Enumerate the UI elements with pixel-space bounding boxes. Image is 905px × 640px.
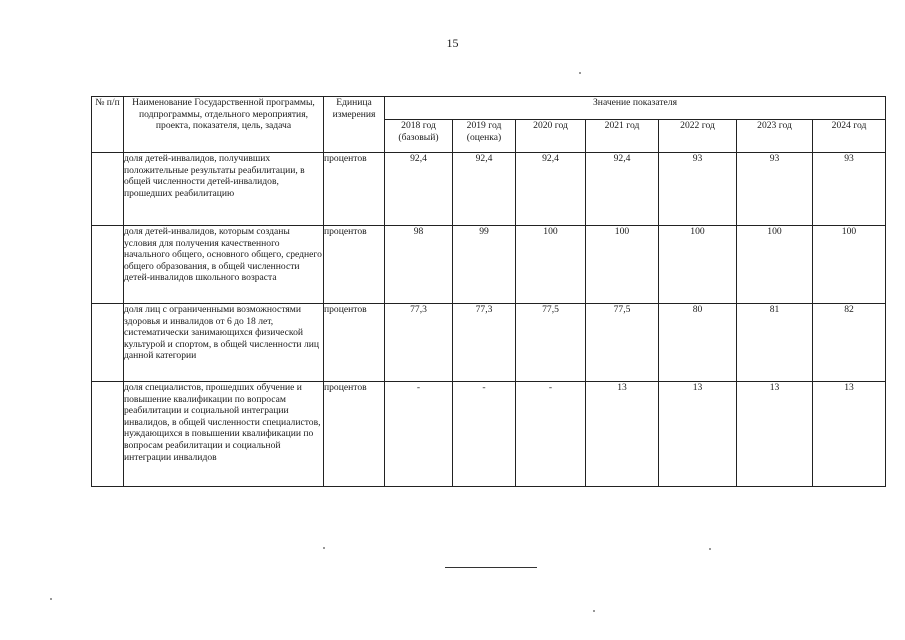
row-value: 99 xyxy=(453,226,516,304)
header-year: 2022 год xyxy=(659,120,737,153)
row-value: - xyxy=(516,382,586,487)
row-value: 93 xyxy=(737,153,813,226)
row-value: 100 xyxy=(659,226,737,304)
header-year: 2024 год xyxy=(813,120,886,153)
table-header xyxy=(92,97,886,153)
row-value: 100 xyxy=(586,226,659,304)
row-value: 81 xyxy=(737,304,813,382)
row-indicator-name: доля детей-инвалидов, которым созданы условия для получения качественного начального общего, основного общего, среднего общего образования, в общей численности детей-инвалидов школьного возраста xyxy=(124,226,324,304)
row-unit: процентов xyxy=(324,226,385,304)
table-row xyxy=(92,226,886,304)
row-value: 92,4 xyxy=(453,153,516,226)
row-unit: процентов xyxy=(324,304,385,382)
row-value: 13 xyxy=(737,382,813,487)
header-year: 2020 год xyxy=(516,120,586,153)
row-value: 13 xyxy=(813,382,886,487)
footer-divider xyxy=(445,567,537,568)
row-value: 77,3 xyxy=(453,304,516,382)
header-name: Наименование Государственной программы, подпрограммы, отдельного мероприятия, проекта, показателя, цель, задача xyxy=(124,97,324,153)
table-row xyxy=(92,382,886,487)
header-year: 2018 год (базовый) xyxy=(385,120,453,153)
row-value: 92,4 xyxy=(586,153,659,226)
row-unit: процентов xyxy=(324,382,385,487)
row-value: 77,5 xyxy=(516,304,586,382)
header-unit: Единица измерения xyxy=(324,97,385,153)
row-value: 77,5 xyxy=(586,304,659,382)
scan-speck xyxy=(579,72,581,74)
row-num xyxy=(92,304,124,382)
row-value: 13 xyxy=(659,382,737,487)
row-indicator-name: доля детей-инвалидов, получивших положительные результаты реабилитации, в общей численности детей-инвалидов, прошедших реабилитацию xyxy=(124,153,324,226)
row-value: 82 xyxy=(813,304,886,382)
row-value: 77,3 xyxy=(385,304,453,382)
row-value: 93 xyxy=(813,153,886,226)
row-value: 13 xyxy=(586,382,659,487)
row-num xyxy=(92,153,124,226)
header-year: 2019 год (оценка) xyxy=(453,120,516,153)
row-value: 100 xyxy=(516,226,586,304)
row-num xyxy=(92,382,124,487)
row-indicator-name: доля специалистов, прошедших обучение и повышение квалификации по вопросам реабилитации и социальной интеграции инвалидов, в общей численности специалистов, нуждающихся в повышении квалификации по вопросам реабилитации и социальной интеграции инвалидов xyxy=(124,382,324,487)
header-num: № п/п xyxy=(92,97,124,153)
scan-speck xyxy=(50,598,52,600)
row-value: 100 xyxy=(813,226,886,304)
row-unit: процентов xyxy=(324,153,385,226)
scan-speck xyxy=(323,547,325,549)
row-value: 100 xyxy=(737,226,813,304)
indicators-table xyxy=(91,96,886,487)
scan-speck xyxy=(709,548,711,550)
row-num xyxy=(92,226,124,304)
row-value: - xyxy=(385,382,453,487)
table-body xyxy=(92,153,886,487)
header-year: 2023 год xyxy=(737,120,813,153)
row-value: 80 xyxy=(659,304,737,382)
row-value: 92,4 xyxy=(516,153,586,226)
row-value: 93 xyxy=(659,153,737,226)
page-number: 15 xyxy=(446,36,459,50)
row-indicator-name: доля лиц с ограниченными возможностями здоровья и инвалидов от 6 до 18 лет, систематически занимающихся физической культурой и спортом, в общей численности лиц данной категории xyxy=(124,304,324,382)
header-year: 2021 год xyxy=(586,120,659,153)
row-value: 98 xyxy=(385,226,453,304)
table-row xyxy=(92,304,886,382)
row-value: - xyxy=(453,382,516,487)
scan-speck xyxy=(593,610,595,612)
row-value: 92,4 xyxy=(385,153,453,226)
table-row xyxy=(92,153,886,226)
header-values-group: Значение показателя xyxy=(385,97,886,120)
